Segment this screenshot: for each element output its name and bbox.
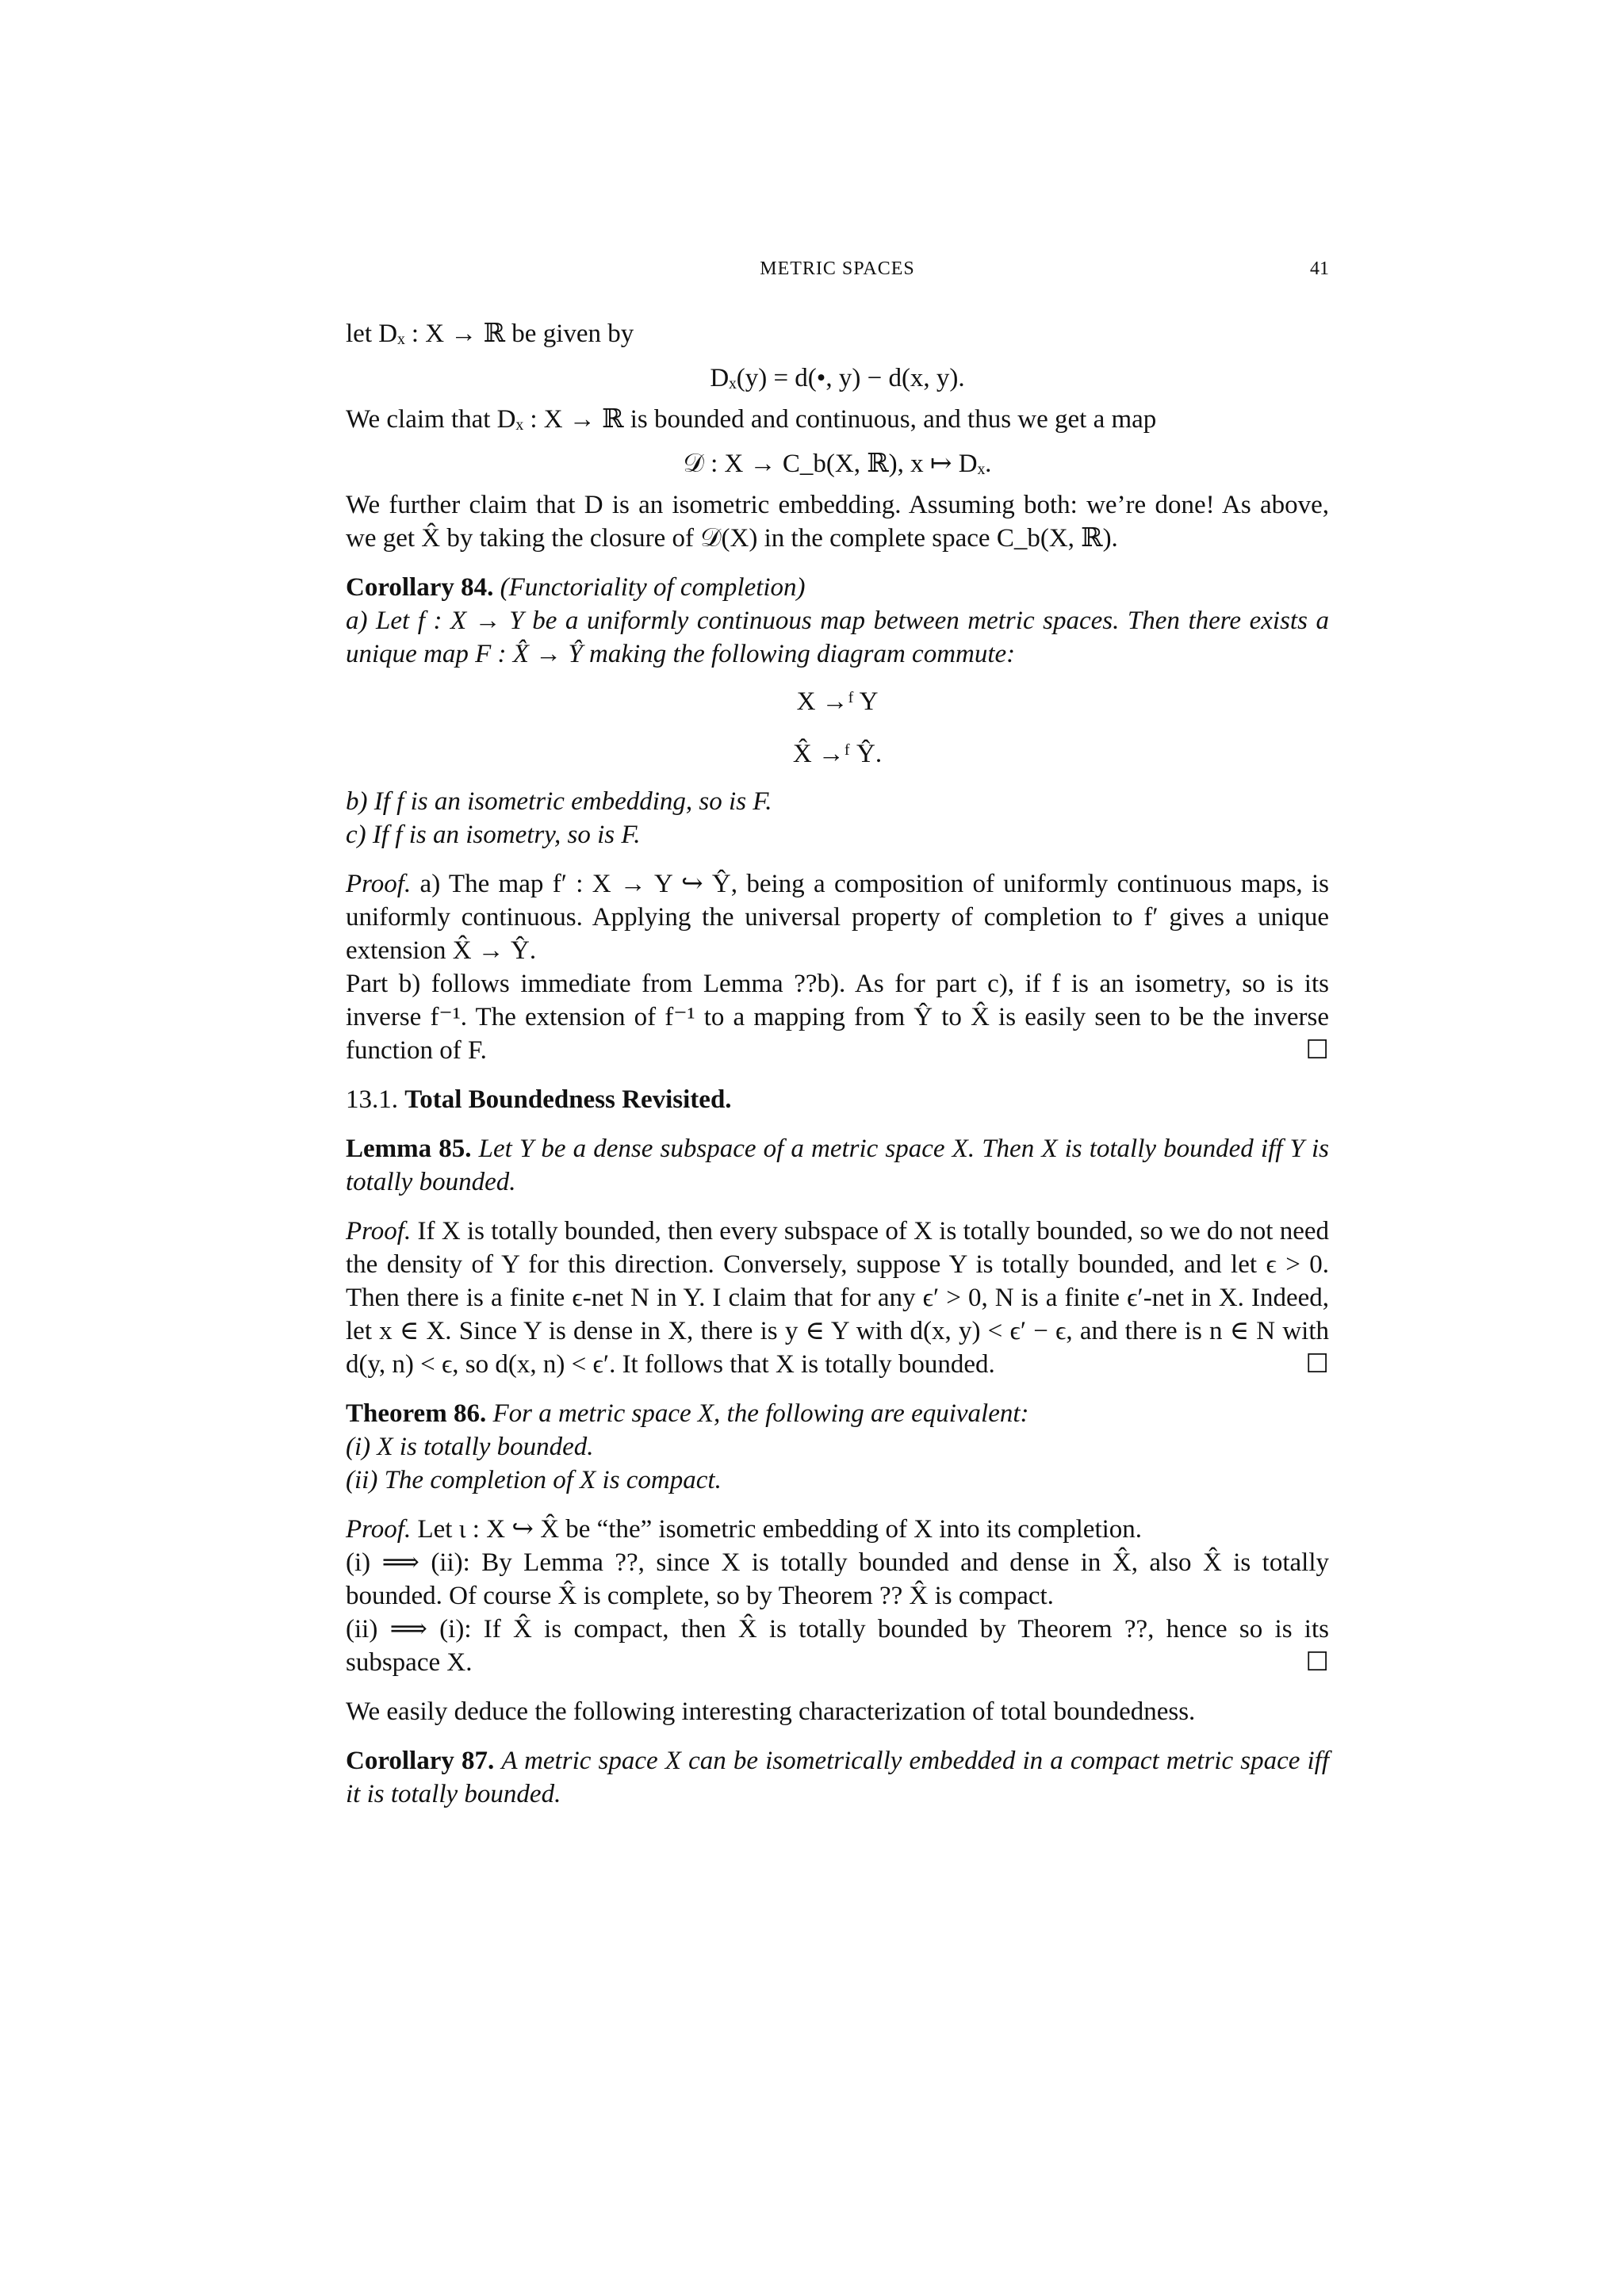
- commutative-diagram: [346, 675, 1329, 780]
- theorem-86-label: Theorem 86.: [346, 1399, 487, 1428]
- corollary-84: [346, 571, 1329, 851]
- proof-86-text-3: (ii) ⟹ (i): If X̂ is compact, then X̂ is totally bounded by Theorem ??, hence so is its subspace X.: [346, 1615, 1329, 1677]
- proof-84-text-2: Part b) follows immediate from Lemma ??b). As for part c), if f is an isometry, so is its inverse f⁻¹. The extension of f⁻¹ to a mapping from Ŷ to X̂ is easily seen to be the inverse function of F.: [346, 970, 1329, 1065]
- proof-85-text: If X is totally bounded, then every subspace of X is totally bounded, so we do not need the density of Y for this direction. Conversely, suppose Y is totally bounded, and let ϵ > 0. Then there is a finite ϵ-net N in Y. I claim that for any ϵ′ > 0, N is a finite ϵ′-net in X. Indeed, let x ∈ X. Since Y is dense in X, there is y ∈ Y with d(x, y) < ϵ′ − ϵ, and there is n ∈ N with d(y, n) < ϵ, so d(x, n) < ϵ′. It follows that X is totally bounded.: [346, 1217, 1329, 1379]
- corollary-84-title: (Functoriality of completion): [500, 573, 806, 602]
- corollary-84-part-c: c) If f is an isometry, so is F.: [346, 821, 641, 849]
- qed-symbol: ☐: [1305, 1350, 1329, 1379]
- proof-86-text-1: Let ι : X ↪ X̂ be “the” isometric embedding of X into its completion.: [417, 1515, 1143, 1544]
- proof-86: [346, 1513, 1329, 1679]
- section-title: Total Boundedness Revisited.: [404, 1085, 732, 1114]
- proof-86-text-2: (i) ⟹ (ii): By Lemma ??, since X is totally bounded and dense in X̂, also X̂ is totally bounded. Of course X̂ is complete, so by Theorem ?? X̂ is compact.: [346, 1548, 1329, 1610]
- paragraph-2: We claim that Dₓ : X → ℝ is bounded and continuous, and thus we get a map: [346, 405, 1157, 434]
- proof-85-label: Proof.: [346, 1217, 412, 1246]
- theorem-86-item-ii: (ii) The completion of X is compact.: [346, 1466, 722, 1494]
- corollary-84-part-a: a) Let f : X → Y be a uniformly continuous map between metric spaces. Then there exists a unique map F : X̂ → Ŷ making the following diagram commute:: [346, 607, 1329, 668]
- paragraph-4: We easily deduce the following interesting characterization of total boundedness.: [346, 1697, 1196, 1726]
- proof-86-label: Proof.: [346, 1515, 412, 1544]
- equation-1: Dₓ(y) = d(•, y) − d(x, y).: [710, 364, 965, 392]
- corollary-87-text: A metric space X can be isometrically embedded in a compact metric space iff it is totally bounded.: [346, 1747, 1330, 1808]
- running-title: METRIC SPACES: [760, 258, 915, 279]
- qed-symbol: ☐: [1305, 1648, 1329, 1677]
- lemma-85-label: Lemma 85.: [346, 1135, 472, 1163]
- lemma-85-text: Let Y be a dense subspace of a metric space X. Then X is totally bounded iff Y is totally bounded.: [346, 1135, 1330, 1196]
- qed-symbol: ☐: [1305, 1036, 1329, 1065]
- section-number: 13.1.: [346, 1085, 398, 1114]
- corollary-87-label: Corollary 87.: [346, 1747, 495, 1775]
- theorem-86: [346, 1397, 1329, 1497]
- proof-84: [346, 867, 1329, 1067]
- theorem-86-item-i: (i) X is totally bounded.: [346, 1433, 594, 1461]
- lemma-85: [346, 1132, 1329, 1199]
- corollary-84-part-b: b) If f is an isometric embedding, so is F.: [346, 787, 772, 816]
- page-number: 41: [1310, 258, 1329, 279]
- section-heading: [346, 1083, 1329, 1116]
- running-head: [346, 258, 1329, 290]
- page-body: [346, 317, 1329, 1811]
- proof-85: [346, 1215, 1329, 1381]
- equation-2: 𝒟 : X → C_b(X, ℝ), x ↦ Dₓ.: [683, 450, 992, 478]
- proof-84-text-1: a) The map f′ : X → Y ↪ Ŷ, being a composition of uniformly continuous maps, is uniformly continuous. Applying the universal property of completion to f′ gives a unique extension X̂ → Ŷ.: [346, 870, 1330, 965]
- diagram-row-bottom: X̂ →ᶠ Ŷ.: [792, 740, 883, 768]
- diagram-row-top: X →ᶠ Y: [796, 687, 879, 716]
- corollary-84-label: Corollary 84.: [346, 573, 494, 602]
- theorem-86-text: For a metric space X, the following are equivalent:: [492, 1399, 1029, 1428]
- corollary-87: [346, 1744, 1329, 1811]
- paragraph-3: We further claim that D is an isometric embedding. Assuming both: we’re done! As above, we get X̂ by taking the closure of 𝒟(X) in the complete space C_b(X, ℝ).: [346, 491, 1329, 553]
- proof-84-label: Proof.: [346, 870, 412, 898]
- paragraph-1: let Dₓ : X → ℝ be given by: [346, 320, 634, 348]
